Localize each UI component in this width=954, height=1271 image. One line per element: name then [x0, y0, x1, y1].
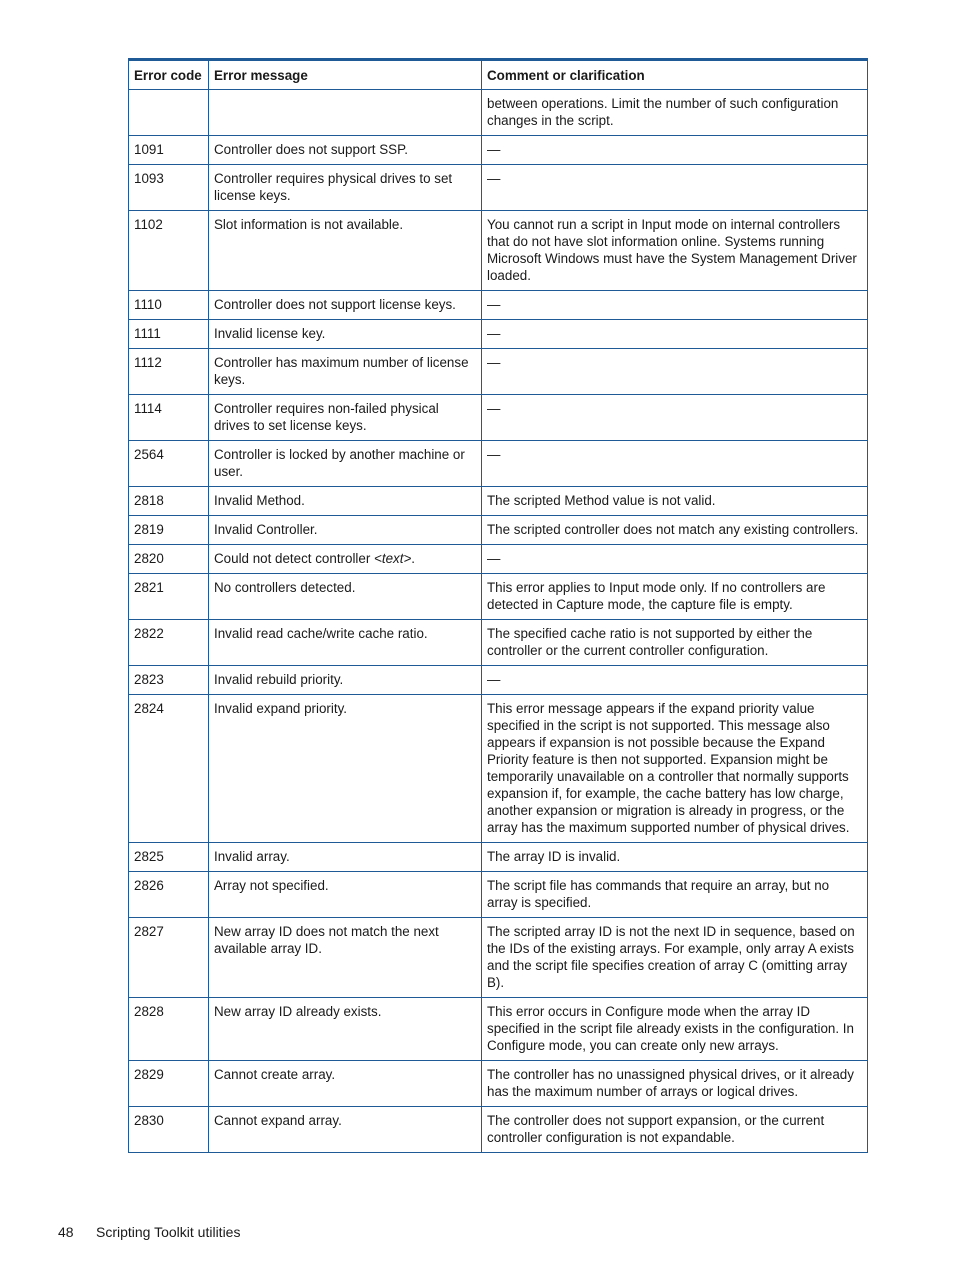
error-message-cell: Invalid read cache/write cache ratio.: [209, 620, 482, 666]
error-code-cell: 1114: [129, 395, 209, 441]
comment-cell: —: [482, 441, 868, 487]
comment-cell: —: [482, 545, 868, 574]
table-row: [129, 291, 868, 320]
error-code-cell: 2824: [129, 695, 209, 843]
error-code-cell: 2564: [129, 441, 209, 487]
error-message-cell: Invalid Method.: [209, 487, 482, 516]
placeholder-text: <text>: [374, 551, 412, 566]
table-row: [129, 1107, 868, 1153]
comment-cell: The controller has no unassigned physical drives, or it already has the maximum number of arrays or logical drives.: [482, 1061, 868, 1107]
error-message-cell: Slot information is not available.: [209, 211, 482, 291]
error-message-cell: Invalid expand priority.: [209, 695, 482, 843]
error-code-cell: 2818: [129, 487, 209, 516]
error-message-cell: Array not specified.: [209, 872, 482, 918]
error-message-cell: [209, 545, 482, 574]
comment-cell: The scripted Method value is not valid.: [482, 487, 868, 516]
table-row: [129, 574, 868, 620]
page-footer: [58, 1223, 240, 1241]
header-comment: Comment or clarification: [482, 60, 868, 90]
header-error-code: Error code: [129, 60, 209, 90]
error-code-cell: 2819: [129, 516, 209, 545]
error-message-cell: Controller requires physical drives to set license keys.: [209, 165, 482, 211]
error-message-cell: New array ID does not match the next available array ID.: [209, 918, 482, 998]
error-code-cell: 2823: [129, 666, 209, 695]
table-row: [129, 695, 868, 843]
error-message-cell: Controller has maximum number of license keys.: [209, 349, 482, 395]
comment-cell: This error applies to Input mode only. If no controllers are detected in Capture mode, the capture file is empty.: [482, 574, 868, 620]
error-message-cell: Controller requires non-failed physical drives to set license keys.: [209, 395, 482, 441]
table-row: [129, 211, 868, 291]
error-code-cell: 1111: [129, 320, 209, 349]
comment-cell: This error message appears if the expand priority value specified in the script is not supported. This message also appears if expansion is not possible because the Expand Priority feature is then not supported. Expansion might be temporarily unavailable on a controller that normally supports expansion if, for example, the cache battery has low charge, another expansion or migration is already in progress, or the array has the maximum supported number of physical drives.: [482, 695, 868, 843]
error-message-cell: Cannot create array.: [209, 1061, 482, 1107]
table-row: [129, 441, 868, 487]
error-message-cell: Invalid license key.: [209, 320, 482, 349]
table-row: [129, 320, 868, 349]
table-row: [129, 620, 868, 666]
table-row: [129, 516, 868, 545]
table-row: [129, 395, 868, 441]
comment-cell: The array ID is invalid.: [482, 843, 868, 872]
error-code-table: [128, 58, 868, 1153]
table-row: [129, 918, 868, 998]
error-code-cell: 1093: [129, 165, 209, 211]
message-text: .: [411, 551, 416, 566]
comment-cell: You cannot run a script in Input mode on internal controllers that do not have slot information online. Systems running Microsoft Windows must have the System Management Driver loaded.: [482, 211, 868, 291]
table-row: [129, 998, 868, 1061]
error-message-cell: Cannot expand array.: [209, 1107, 482, 1153]
error-code-cell: [129, 90, 209, 136]
error-code-cell: 1102: [129, 211, 209, 291]
error-code-cell: 2828: [129, 998, 209, 1061]
error-message-cell: New array ID already exists.: [209, 998, 482, 1061]
comment-cell: —: [482, 291, 868, 320]
comment-cell: The specified cache ratio is not supported by either the controller or the current controller configuration.: [482, 620, 868, 666]
comment-cell: —: [482, 666, 868, 695]
error-message-cell: Controller does not support SSP.: [209, 136, 482, 165]
comment-cell: between operations. Limit the number of such configuration changes in the script.: [482, 90, 868, 136]
error-message-cell: Invalid Controller.: [209, 516, 482, 545]
comment-cell: —: [482, 136, 868, 165]
table-row: [129, 872, 868, 918]
comment-cell: The controller does not support expansion, or the current controller configuration is not expandable.: [482, 1107, 868, 1153]
table-row: [129, 843, 868, 872]
error-code-cell: 2827: [129, 918, 209, 998]
comment-cell: This error occurs in Configure mode when the array ID specified in the script file already exists in the configuration. In Configure mode, you can create only new arrays.: [482, 998, 868, 1061]
error-code-cell: 2821: [129, 574, 209, 620]
page-number: 48: [58, 1224, 74, 1240]
comment-cell: The scripted array ID is not the next ID in sequence, based on the IDs of the existing arrays. For example, only array A exists and the script file specifies creation of array C (omitting array B).: [482, 918, 868, 998]
error-message-cell: Controller does not support license keys.: [209, 291, 482, 320]
error-code-cell: 2822: [129, 620, 209, 666]
error-message-cell: Invalid array.: [209, 843, 482, 872]
error-code-cell: 2830: [129, 1107, 209, 1153]
error-code-cell: 1110: [129, 291, 209, 320]
comment-cell: —: [482, 349, 868, 395]
table-row: [129, 545, 868, 574]
error-message-cell: Invalid rebuild priority.: [209, 666, 482, 695]
table-row: [129, 349, 868, 395]
error-code-cell: 2826: [129, 872, 209, 918]
message-text: Could not detect controller: [214, 551, 375, 566]
table-row: [129, 136, 868, 165]
comment-cell: —: [482, 395, 868, 441]
comment-cell: —: [482, 165, 868, 211]
error-code-cell: 1112: [129, 349, 209, 395]
section-title: Scripting Toolkit utilities: [96, 1224, 241, 1240]
table-row: [129, 165, 868, 211]
comment-cell: —: [482, 320, 868, 349]
comment-cell: The script file has commands that require an array, but no array is specified.: [482, 872, 868, 918]
table-row: [129, 487, 868, 516]
comment-cell: The scripted controller does not match any existing controllers.: [482, 516, 868, 545]
error-code-cell: 1091: [129, 136, 209, 165]
header-error-message: Error message: [209, 60, 482, 90]
table-row: [129, 90, 868, 136]
error-code-cell: 2829: [129, 1061, 209, 1107]
table-row: [129, 666, 868, 695]
error-message-cell: No controllers detected.: [209, 574, 482, 620]
error-code-cell: 2820: [129, 545, 209, 574]
table-header-row: [129, 60, 868, 90]
table-row: [129, 1061, 868, 1107]
error-code-cell: 2825: [129, 843, 209, 872]
error-message-cell: Controller is locked by another machine or user.: [209, 441, 482, 487]
error-message-cell: [209, 90, 482, 136]
